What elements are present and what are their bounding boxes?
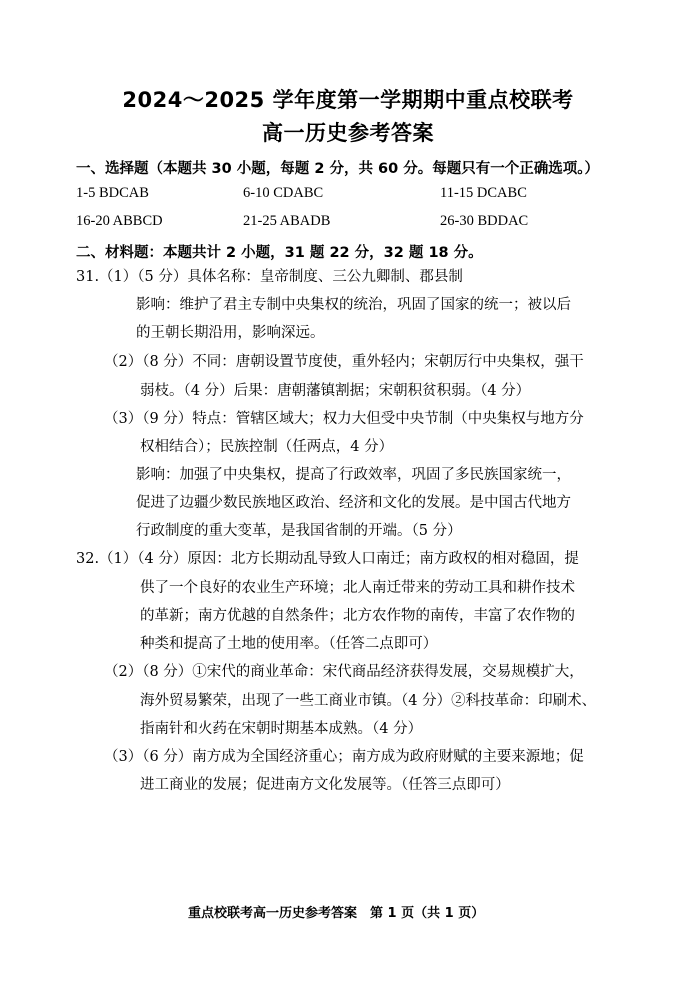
q31-line: 行政制度的重大变革，是我国省制的开端。（5 分） (136, 523, 462, 539)
answer-row (76, 213, 636, 235)
q32-line: （3）（6 分）南方成为全国经济重心；南方成为政府财赋的主要来源地；促 (104, 749, 584, 765)
q31-line: （2）（8 分）不同：唐朝设置节度使，重外轻内；宋朝厉行中央集权，强干 (104, 354, 584, 370)
q32-line: 海外贸易繁荣，出现了一些工商业市镇。（4 分）②科技革命：印刷术、 (140, 693, 597, 709)
page-subtitle: 高一历史参考答案 (262, 121, 434, 145)
q32-line: （2）（8 分）①宋代的商业革命：宋代商品经济获得发展，交易规模扩大， (104, 664, 584, 680)
section-heading-multiple-choice: 一、选择题（本题共 30 小题，每题 2 分，共 60 分。每题只有一个正确选项。） (76, 161, 599, 177)
answer-group: 21-25 ABADB (243, 213, 331, 229)
q32-line: 的革新；南方优越的自然条件；北方农作物的南传，丰富了农作物的 (140, 608, 575, 624)
section-heading-material: 二、材料题：本题共计 2 小题，31 题 22 分，32 题 18 分。 (76, 245, 483, 261)
q32-line: 32.（1）（4 分）原因：北方长期动乱导致人口南迁；南方政权的相对稳固，提 (76, 551, 579, 567)
q31-line: （3）（9 分）特点：管辖区域大；权力大但受中央节制（中央集权与地方分 (104, 411, 584, 427)
page-title: 2024～2025 学年度第一学期期中重点校联考 (122, 88, 574, 112)
answer-group: 26-30 BDDAC (440, 213, 529, 229)
q32-line: 指南针和火药在宋朝时期基本成熟。（4 分） (140, 721, 423, 737)
q32-line: 供了一个良好的农业生产环境；北人南迁带来的劳动工具和耕作技术 (140, 580, 575, 596)
answer-group: 1-5 BDCAB (76, 185, 149, 201)
q31-line: 权相结合）；民族控制（任两点，4 分） (140, 439, 394, 455)
page-footer: 重点校联考高一历史参考答案 第 1 页（共 1 页） (188, 906, 485, 921)
q32-line: 种类和提高了土地的使用率。（任答二点即可） (140, 636, 438, 652)
answer-group: 6-10 CDABC (243, 185, 324, 201)
answer-row (76, 185, 636, 207)
q31-line: 31.（1）（5 分）具体名称：皇帝制度、三公九卿制、郡县制 (76, 269, 463, 285)
answer-group: 11-15 DCABC (440, 185, 527, 201)
q31-line: 促进了边疆少数民族地区政治、经济和文化的发展。是中国古代地方 (136, 495, 571, 511)
q31-line: 的王朝长期沿用，影响深远。 (136, 325, 325, 341)
q32-line: 进工商业的发展；促进南方文化发展等。（任答三点即可） (140, 777, 510, 793)
q31-line: 影响：维护了君主专制中央集权的统治，巩固了国家的统一；被以后 (136, 297, 571, 313)
q31-line: 弱枝。（4 分）后果：唐朝藩镇割据；宋朝积贫积弱。（4 分） (140, 383, 531, 399)
q31-line: 影响：加强了中央集权，提高了行政效率，巩固了多民族国家统一， (136, 467, 571, 483)
answer-group: 16-20 ABBCD (76, 213, 163, 229)
